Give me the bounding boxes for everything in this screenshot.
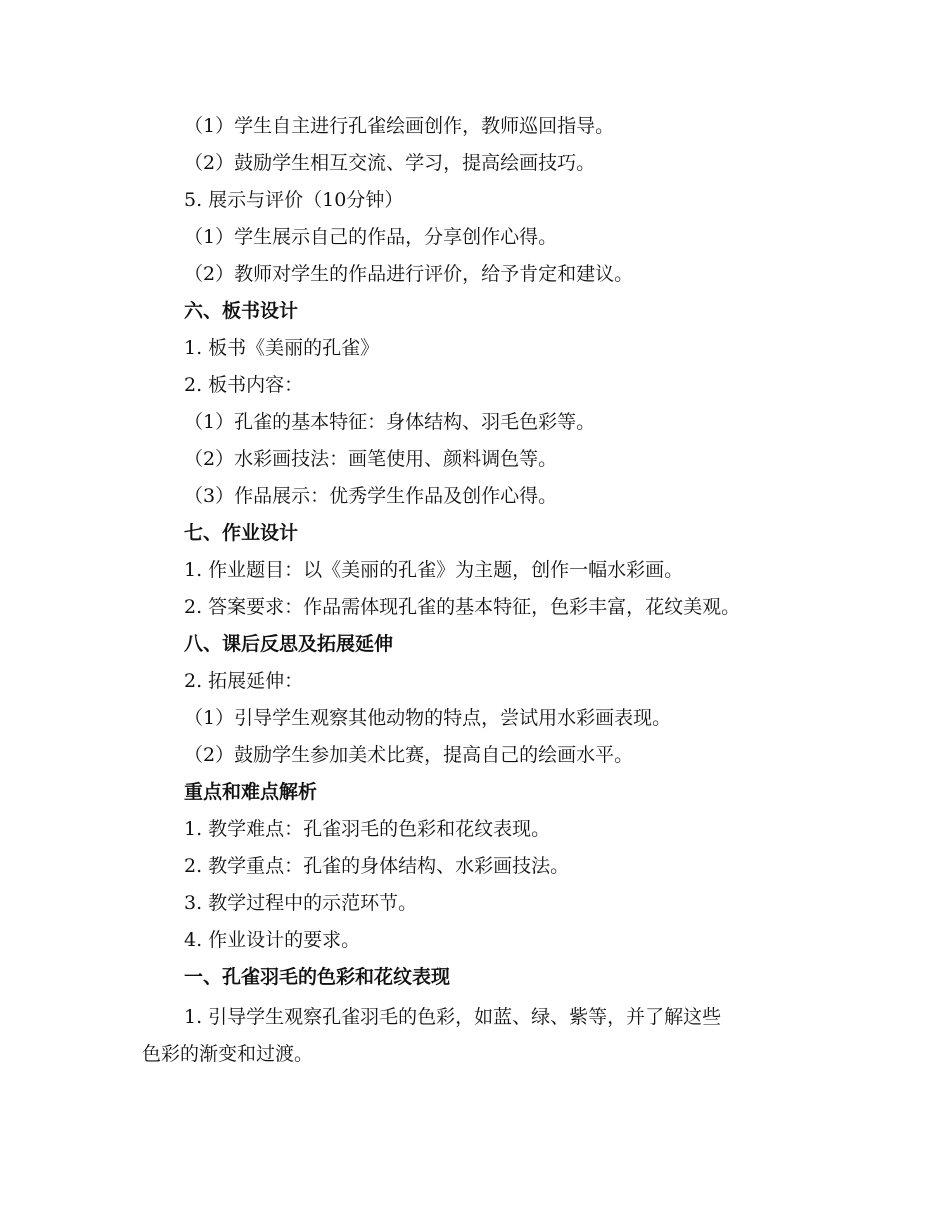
section-heading: 六、板书设计 xyxy=(184,300,299,322)
text-line: （1）孔雀的基本特征：身体结构、羽毛色彩等。 xyxy=(184,411,596,433)
text-line: 1. 板书《美丽的孔雀》 xyxy=(184,337,380,359)
section-heading: 重点和难点解析 xyxy=(184,781,318,803)
text-line: （3）作品展示：优秀学生作品及创作心得。 xyxy=(184,485,558,507)
text-line: （1）学生展示自己的作品，分享创作心得。 xyxy=(184,226,558,248)
text-line: （2）教师对学生的作品进行评价，给予肯定和建议。 xyxy=(184,263,634,285)
text-line: （2）鼓励学生参加美术比赛，提高自己的绘画水平。 xyxy=(184,744,634,766)
text-line: 2. 答案要求：作品需体现孔雀的基本特征，色彩丰富，花纹美观。 xyxy=(184,596,741,618)
text-line: 1. 引导学生观察孔雀羽毛的色彩，如蓝、绿、紫等，并了解这些 xyxy=(184,1006,722,1028)
text-line: 1. 作业题目：以《美丽的孔雀》为主题，创作一幅水彩画。 xyxy=(184,559,684,581)
text-line: 4. 作业设计的要求。 xyxy=(184,929,361,951)
text-line: 2. 拓展延伸： xyxy=(184,670,304,692)
text-line: （2）鼓励学生相互交流、学习，提高绘画技巧。 xyxy=(184,152,596,174)
text-line: 2. 教学重点：孔雀的身体结构、水彩画技法。 xyxy=(184,855,570,877)
section-heading: 七、作业设计 xyxy=(184,522,299,544)
text-line: 2. 板书内容： xyxy=(184,374,304,396)
text-line: 1. 教学难点：孔雀羽毛的色彩和花纹表现。 xyxy=(184,818,551,840)
text-line: 3. 教学过程中的示范环节。 xyxy=(184,892,418,914)
section-heading: 八、课后反思及拓展延伸 xyxy=(184,633,394,655)
text-line: （2）水彩画技法：画笔使用、颜料调色等。 xyxy=(184,448,558,470)
text-line: 5. 展示与评价（10分钟） xyxy=(184,189,404,211)
text-line: 色彩的渐变和过渡。 xyxy=(142,1043,314,1065)
text-line: （1）学生自主进行孔雀绘画创作，教师巡回指导。 xyxy=(184,115,615,137)
section-heading: 一、孔雀羽毛的色彩和花纹表现 xyxy=(184,966,451,988)
text-line: （1）引导学生观察其他动物的特点，尝试用水彩画表现。 xyxy=(184,707,672,729)
